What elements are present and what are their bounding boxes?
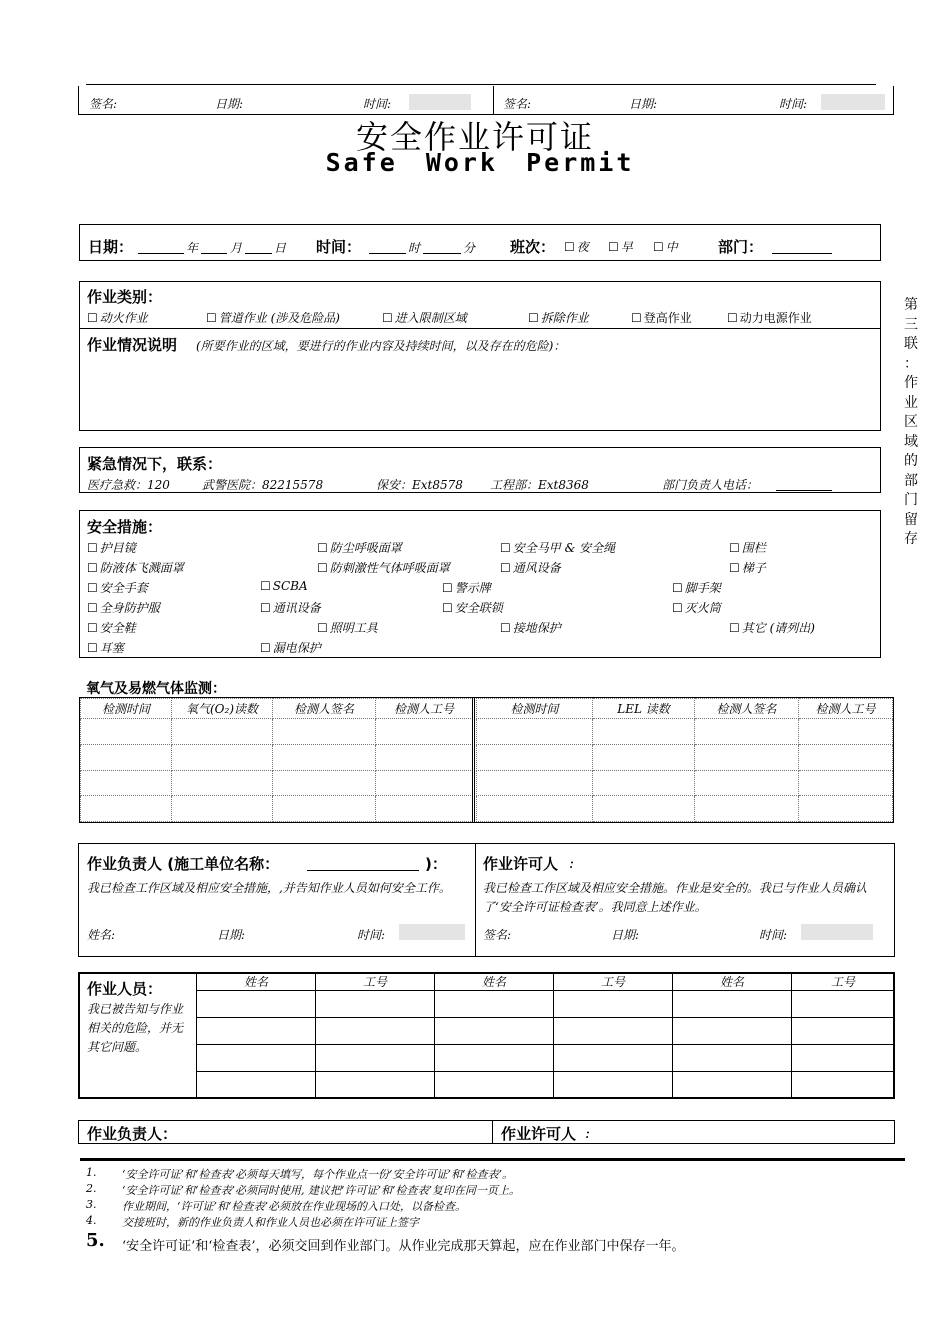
col-header: 氧气(O₂)读数 [172, 699, 273, 719]
col-header: 姓名 [435, 973, 554, 991]
top-rule [86, 84, 876, 85]
leader-title-end: )： [425, 855, 447, 873]
month-unit: 月 [230, 241, 243, 255]
shift-label: 班次： [510, 238, 556, 256]
safety-checkbox[interactable]: ☐ 接地保护 [500, 619, 561, 636]
work-type-hot-checkbox[interactable]: ☐ 动火作业 [87, 309, 148, 326]
gas-cell[interactable] [593, 770, 695, 796]
safety-checkbox[interactable]: ☐ SCBA [260, 579, 308, 593]
emergency-box [79, 447, 881, 493]
gas-cell[interactable] [799, 719, 893, 745]
safety-checkbox[interactable]: ☐ 安全马甲 & 安全绳 [500, 539, 615, 556]
worker-cell[interactable] [435, 1045, 554, 1072]
workers-statement: 我已被告知与作业相关的危险，并无其它问题。 [87, 1002, 184, 1054]
col-header: 工号 [792, 973, 895, 991]
date-label: 日期: [629, 97, 658, 111]
gas-cell[interactable] [695, 770, 799, 796]
shift-middle-checkbox[interactable]: ☐ 中 [653, 238, 678, 255]
worker-cell[interactable] [554, 1045, 673, 1072]
dept-phone-field[interactable] [776, 476, 832, 491]
gas-cell[interactable] [477, 796, 593, 822]
note-number: 5. [86, 1230, 105, 1251]
gas-cell[interactable] [172, 744, 273, 770]
col-header: 工号 [316, 973, 435, 991]
leader-title: 作业负责人 (施工单位名称： [87, 855, 280, 873]
col-header: 检测人工号 [376, 699, 473, 719]
worker-cell[interactable] [792, 1018, 895, 1045]
bottom-permitter-colon: : [585, 1124, 591, 1142]
worker-cell[interactable] [673, 1018, 792, 1045]
emergency-title: 紧急情况下，联系： [87, 455, 223, 473]
safety-checkbox[interactable]: ☐ 其它 (请列出) [729, 619, 815, 636]
col-header: 工号 [554, 973, 673, 991]
gas-cell[interactable] [172, 770, 273, 796]
note-text: 作业期间，‘许可证’和‘检查表’必须放在作业现场的入口处，以备检查。 [122, 1200, 466, 1213]
work-description-box[interactable] [79, 328, 881, 431]
permitter-time-label: 时间: [759, 928, 788, 942]
safety-checkbox[interactable]: ☐ 梯子 [729, 559, 766, 576]
worker-cell[interactable] [316, 1072, 435, 1099]
gas-cell[interactable] [172, 719, 273, 745]
safety-checkbox[interactable]: ☐ 脚手架 [672, 579, 721, 596]
col-header: 检测人工号 [799, 699, 893, 719]
sign-label: 签名: [503, 97, 532, 111]
gas-cell[interactable] [695, 719, 799, 745]
work-desc-title: 作业情况说明 [87, 336, 178, 354]
minute-field[interactable] [423, 237, 461, 254]
safety-checkbox[interactable]: ☐ 安全鞋 [87, 619, 136, 636]
col-header: 检测人签名 [273, 699, 376, 719]
workers-table [196, 972, 895, 1099]
safety-measures-box [79, 510, 881, 658]
safety-checkbox[interactable]: ☐ 照明工具 [317, 619, 378, 636]
col-header: 姓名 [673, 973, 792, 991]
note-number: 1. [86, 1166, 97, 1179]
permitter-statement: 我已检查工作区域及相应安全措施。作业是安全的。我已与作业人员确认了‘安全许可证检查表’。我同意上述作业。 [483, 881, 868, 914]
contractor-name-field[interactable] [307, 853, 419, 871]
date-label: 日期： [88, 238, 134, 256]
work-type-demolition-checkbox[interactable]: ☐ 拆除作业 [528, 309, 589, 326]
bottom-permitter-label: 作业许可人 [501, 1125, 577, 1143]
safety-checkbox[interactable]: ☐ 安全联锁 [442, 599, 503, 616]
worker-cell[interactable] [197, 1072, 316, 1099]
safety-title: 安全措施： [87, 518, 163, 536]
oxygen-table [80, 698, 473, 822]
gas-cell[interactable] [799, 744, 893, 770]
emergency-security: 保安：Ext8578 [376, 478, 463, 492]
leader-date-label: 日期: [217, 928, 246, 942]
col-header: 检测时间 [81, 699, 172, 719]
permitter-time-field[interactable] [801, 924, 873, 940]
work-type-title: 作业类别： [87, 288, 163, 306]
permitter-date-label: 日期: [611, 928, 640, 942]
safety-checkbox[interactable]: ☐ 安全手套 [87, 579, 148, 596]
lel-table [476, 698, 893, 822]
safety-checkbox[interactable]: ☐ 防尘呼吸面罩 [317, 539, 402, 556]
safety-checkbox[interactable]: ☐ 漏电保护 [260, 639, 321, 656]
safety-checkbox[interactable]: ☐ 防液体飞溅面罩 [87, 559, 184, 576]
signoff-box [78, 843, 895, 957]
safety-checkbox[interactable]: ☐ 通风设备 [500, 559, 561, 576]
leader-name-label: 姓名: [87, 928, 116, 942]
gas-cell[interactable] [593, 719, 695, 745]
work-type-pipe-checkbox[interactable]: ☐ 管道作业 (涉及危险品) [206, 309, 340, 326]
col-header: 姓名 [197, 973, 316, 991]
permitter-colon: : [569, 854, 575, 872]
note-number: 4. [86, 1214, 97, 1227]
page-title: 安全作业许可证 [355, 118, 594, 156]
emergency-hospital: 武警医院：82215578 [202, 478, 324, 492]
side-note: 第 三 联 ： 作 业 区 域 的 部 门 留 存 [904, 297, 918, 547]
worker-cell[interactable] [792, 1045, 895, 1072]
work-type-confined-checkbox[interactable]: ☐ 进入限制区域 [382, 309, 467, 326]
col-header: 检测时间 [477, 699, 593, 719]
safety-checkbox[interactable]: ☐ 护目镜 [87, 539, 136, 556]
top-sign-bar [78, 86, 894, 115]
worker-cell[interactable] [435, 1072, 554, 1099]
gas-cell[interactable] [273, 796, 376, 822]
day-unit: 日 [274, 241, 287, 255]
gas-cell[interactable] [695, 796, 799, 822]
gas-title: 氧气及易燃气体监测： [86, 681, 226, 697]
worker-cell[interactable] [554, 1072, 673, 1099]
worker-cell[interactable] [197, 1045, 316, 1072]
permitter-title: 作业许可人 [483, 855, 559, 873]
gas-cell[interactable] [81, 796, 172, 822]
date-shift-box [79, 224, 881, 261]
safety-checkbox[interactable]: ☐ 防刺激性气体呼吸面罩 [317, 559, 450, 576]
page-subtitle: Safe Work Permit [325, 148, 635, 177]
safety-checkbox[interactable]: ☐ 全身防护服 [87, 599, 160, 616]
safety-checkbox[interactable]: ☐ 围栏 [729, 539, 766, 556]
work-type-height-checkbox[interactable]: ☐ 登高作业 [631, 309, 692, 326]
gas-cell[interactable] [477, 770, 593, 796]
gas-cell[interactable] [799, 770, 893, 796]
shift-early-checkbox[interactable]: ☐ 早 [608, 238, 633, 255]
gas-cell[interactable] [81, 770, 172, 796]
worker-cell[interactable] [792, 991, 895, 1018]
hour-field[interactable] [369, 237, 406, 254]
worker-cell[interactable] [197, 991, 316, 1018]
hour-unit: 时 [408, 241, 421, 255]
gas-table-wrap [79, 697, 894, 823]
time-label: 时间: [363, 97, 392, 111]
gas-cell[interactable] [273, 744, 376, 770]
safety-checkbox[interactable]: ☐ 通讯设备 [260, 599, 321, 616]
gas-cell[interactable] [695, 744, 799, 770]
notes-rule [80, 1158, 905, 1161]
gas-cell[interactable] [376, 719, 473, 745]
date-label: 日期: [215, 97, 244, 111]
time-label: 时间: [779, 97, 808, 111]
sign-label: 签名: [89, 97, 118, 111]
gas-cell[interactable] [376, 770, 473, 796]
note-text: ‘安全许可证’和‘检查表’，必须交回到作业部门。从作业完成那天算起，应在作业部门中保存一年。 [122, 1239, 685, 1254]
worker-cell[interactable] [316, 1045, 435, 1072]
workers-box [78, 972, 895, 1099]
gas-cell[interactable] [376, 744, 473, 770]
notes [86, 1166, 906, 1256]
note-text: ‘安全许可证’和‘检查表’必须每天填写，每个作业点一份‘安全许可证’和‘检查表’。 [122, 1168, 513, 1181]
leader-time-label: 时间: [357, 928, 386, 942]
worker-cell[interactable] [435, 1018, 554, 1045]
shift-night-checkbox[interactable]: ☐ 夜 [564, 238, 589, 255]
gas-cell[interactable] [273, 719, 376, 745]
worker-cell[interactable] [673, 1045, 792, 1072]
gas-cell[interactable] [273, 770, 376, 796]
time-field[interactable] [409, 94, 471, 110]
gas-cell[interactable] [81, 719, 172, 745]
worker-cell[interactable] [316, 991, 435, 1018]
emergency-dept-phone: 部门负责人电话： [662, 478, 759, 492]
permitter-sign-label: 签名: [483, 928, 512, 942]
work-type-box [79, 281, 881, 329]
gas-cell[interactable] [593, 744, 695, 770]
time-label: 时间： [316, 238, 362, 256]
month-field[interactable] [201, 237, 227, 254]
bottom-sign-box [78, 1120, 895, 1144]
emergency-medical: 医疗急救：120 [87, 478, 170, 492]
note-text: ‘安全许可证’和‘检查表’必须同时使用, 建议把‘许可证’和‘检查表’复印在同一页上。 [122, 1184, 520, 1197]
workers-title: 作业人员： [87, 980, 163, 998]
col-header: 检测人签名 [695, 699, 799, 719]
safety-checkbox[interactable]: ☐ 警示牌 [442, 579, 491, 596]
note-text: 交接班时，新的作业负责人和作业人员也必须在许可证上签字 [122, 1216, 419, 1229]
note-number: 2. [86, 1182, 97, 1195]
time-field[interactable] [821, 94, 885, 110]
note-number: 3. [86, 1198, 97, 1211]
work-type-power-checkbox[interactable]: ☐ 动力电源作业 [727, 309, 812, 326]
table-divider [472, 698, 475, 822]
day-field[interactable] [245, 237, 272, 254]
worker-cell[interactable] [554, 1018, 673, 1045]
safety-checkbox[interactable]: ☐ 耳塞 [87, 639, 124, 656]
leader-statement: 我已检查工作区域及相应安全措施，,并告知作业人员如何安全工作。 [87, 881, 451, 895]
col-header: LEL 读数 [593, 699, 695, 719]
leader-time-field[interactable] [399, 924, 465, 940]
worker-cell[interactable] [673, 1072, 792, 1099]
year-field[interactable] [138, 237, 184, 254]
gas-cell[interactable] [477, 744, 593, 770]
gas-cell[interactable] [477, 719, 593, 745]
bottom-leader-label: 作业负责人： [87, 1125, 178, 1143]
gas-cell[interactable] [593, 796, 695, 822]
worker-cell[interactable] [673, 991, 792, 1018]
worker-cell[interactable] [316, 1018, 435, 1045]
gas-cell[interactable] [172, 796, 273, 822]
work-desc-hint: (所要作业的区域，要进行的作业内容及持续时间，以及存在的危险)： [196, 339, 566, 353]
worker-cell[interactable] [435, 991, 554, 1018]
gas-cell[interactable] [376, 796, 473, 822]
minute-unit: 分 [463, 241, 476, 255]
year-unit: 年 [186, 241, 199, 255]
dept-field[interactable] [772, 237, 832, 254]
worker-cell[interactable] [554, 991, 673, 1018]
gas-cell[interactable] [81, 744, 172, 770]
dept-label: 部门： [718, 238, 764, 256]
gas-cell[interactable] [799, 796, 893, 822]
worker-cell[interactable] [197, 1018, 316, 1045]
safety-checkbox[interactable]: ☐ 灭火筒 [672, 599, 721, 616]
emergency-engineering: 工程部：Ext8368 [490, 478, 589, 492]
worker-cell[interactable] [792, 1072, 895, 1099]
